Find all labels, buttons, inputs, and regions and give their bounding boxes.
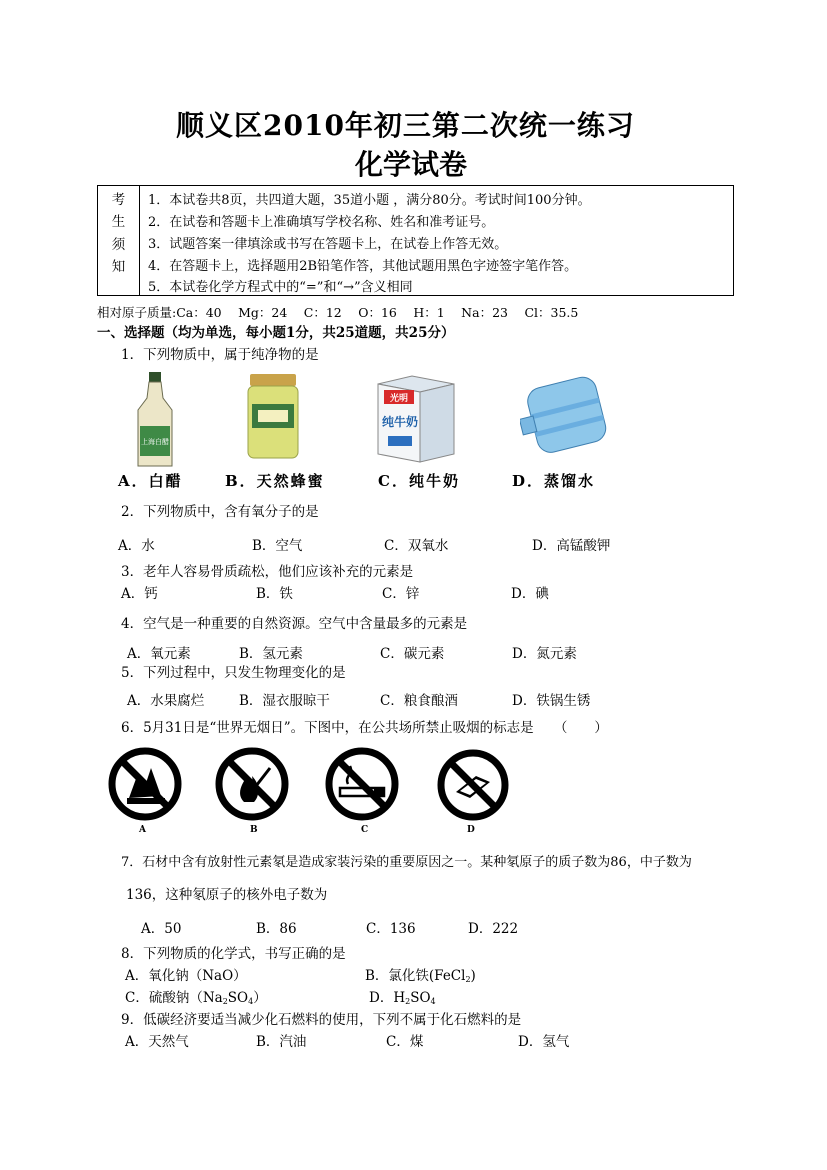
q3-option-a: A．钙 (121, 586, 158, 602)
q9-option-d: D．氢气 (518, 1034, 570, 1050)
q5-option-a: A．水果腐烂 (127, 693, 205, 709)
q4-option-a: A．氧元素 (127, 646, 191, 662)
q7-stem-line1: 7．石材中含有放射性元素氡是造成家装污染的重要原因之一。某种氡原子的质子数为86，中子数为 (121, 855, 692, 870)
no-burning-sign-icon (107, 746, 183, 822)
notice-side-char: 考 (111, 192, 126, 208)
q7-option-c: C．136 (366, 921, 416, 937)
exam-title: 顺义区2010年初三第二次统一练习 (176, 109, 635, 142)
q2-option-a: A．水 (118, 538, 155, 554)
q8-d-sub1: 2 (405, 997, 411, 1006)
q2-option-c: C．双氧水 (384, 538, 449, 554)
milk-carton-image (372, 374, 458, 464)
q8-option-a: A．氧化钠（NaO） (125, 968, 247, 984)
q8-option-c (125, 986, 267, 1006)
q8-d-text: D．H (369, 990, 406, 1006)
q5-stem: 5．下列过程中，只发生物理变化的是 (121, 665, 346, 681)
q5-option-d: D．铁锅生锈 (512, 693, 591, 709)
q5-option-b: B．湿衣服晾干 (239, 693, 330, 709)
q6-stem: 6．5月31日是“世界无烟日”。下图中，在公共场所禁止吸烟的标志是 （ ） (121, 720, 608, 736)
no-matches-sign-icon (436, 748, 510, 822)
vinegar-bottle-image (130, 370, 180, 470)
q8-c-sub2: 4 (248, 997, 254, 1006)
q3-stem: 3．老年人容易骨质疏松，他们应该补充的元素是 (121, 564, 414, 580)
q1-caption-d: D．蒸馏水 (512, 472, 596, 490)
notice-item: 1．本试卷共8页，共四道大题，35道小题 ，满分80分。考试时间100分钟。 (148, 193, 591, 208)
q6-label-b: B (250, 825, 258, 835)
q7-option-b: B．86 (256, 921, 297, 937)
exam-subtitle: 化学试卷 (355, 148, 468, 181)
q6-label-a: A (139, 825, 146, 835)
q1-caption-c: C．纯牛奶 (378, 472, 460, 490)
notice-item: 5．本试卷化学方程式中的“=”和“→”含义相同 (148, 280, 413, 295)
q4-option-b: B．氢元素 (239, 646, 303, 662)
q2-option-d: D．高锰酸钾 (532, 538, 611, 554)
q1-caption-a: A．白醋 (118, 472, 183, 490)
notice-side-char: 须 (111, 237, 126, 253)
q1-stem: 1．下列物质中，属于纯净物的是 (121, 347, 319, 363)
notice-item: 3．试题答案一律填涂或书写在答题卡上，在试卷上作答无效。 (148, 237, 508, 252)
q8-option-d (369, 986, 436, 1006)
q9-option-c: C．煤 (386, 1034, 424, 1050)
q6-label-c: C (361, 825, 369, 835)
q1-caption-b: B．天然蜂蜜 (225, 472, 325, 490)
q8-c-mid: SO (227, 990, 249, 1006)
q2-option-b: B．空气 (252, 538, 303, 554)
notice-side-label (98, 186, 140, 295)
q9-stem: 9．低碳经济要适当减少化石燃料的使用，下列不属于化石燃料的是 (121, 1012, 522, 1028)
q7-option-d: D．222 (468, 921, 519, 937)
q8-c-suffix: ） (253, 990, 267, 1006)
q7-option-a: A．50 (141, 921, 182, 937)
q8-stem: 8．下列物质的化学式，书写正确的是 (121, 946, 346, 962)
q4-stem: 4．空气是一种重要的自然资源。空气中含量最多的元素是 (121, 616, 468, 632)
q8-b-text: B．氯化铁(FeCl (365, 968, 466, 984)
q4-option-d: D．氮元素 (512, 646, 577, 662)
q3-option-d: D．碘 (511, 586, 549, 602)
no-smoking-sign-icon (324, 746, 400, 822)
notice-side-char: 知 (111, 259, 126, 275)
notice-side-char: 生 (111, 214, 126, 230)
q8-b-sub: 2 (465, 975, 471, 984)
q5-option-c: C．粮食酿酒 (380, 693, 458, 709)
q4-option-c: C．碳元素 (380, 646, 445, 662)
q3-option-b: B．铁 (256, 586, 293, 602)
honey-jar-image (244, 372, 302, 462)
q3-option-c: C．锌 (382, 586, 420, 602)
q8-d-mid: SO (410, 990, 431, 1006)
q2-stem: 2．下列物质中，含有氧分子的是 (121, 504, 319, 520)
no-open-flame-sign-icon (214, 746, 290, 822)
q9-option-b: B．汽油 (256, 1034, 307, 1050)
notice-item: 4．在答题卡上，选择题用2B铅笔作答，其他试题用黑色字迹签字笔作答。 (148, 259, 578, 274)
vinegar-label: 上海白醋 (141, 438, 169, 446)
q8-c-text: C．硫酸钠（Na (125, 990, 223, 1006)
q7-stem-line2: 136，这种氡原子的核外电子数为 (126, 887, 328, 903)
milk-brand: 光明 (389, 394, 409, 404)
notice-item: 2．在试卷和答题卡上准确填写学校名称、姓名和准考证号。 (148, 215, 495, 230)
q9-option-a: A．天然气 (125, 1034, 189, 1050)
atomic-mass-line: 相对原子质量:Ca：40 Mg：24 C：12 O：16 H：1 Na：23 Cl：35.5 (97, 305, 579, 320)
water-bottle-image (520, 370, 612, 462)
q8-d-sub2: 4 (430, 997, 436, 1006)
q8-c-sub1: 2 (222, 997, 228, 1006)
q6-label-d: D (467, 825, 475, 835)
milk-text: 纯牛奶 (381, 415, 419, 429)
q8-option-b (365, 964, 476, 984)
section-title: 一、选择题（均为单选，每小题1分，共25道题，共25分） (97, 325, 455, 341)
candidate-notice-box (97, 185, 734, 296)
q8-b-suffix: ) (470, 968, 476, 984)
